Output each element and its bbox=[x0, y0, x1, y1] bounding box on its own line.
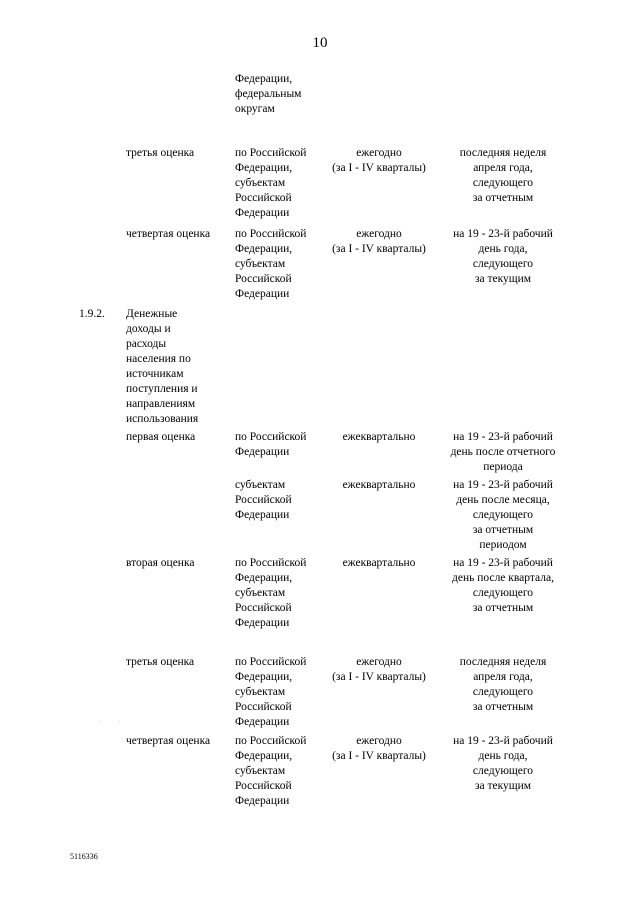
text-line: на 19 - 23-й рабочий bbox=[453, 557, 553, 569]
text-line: Федерации bbox=[235, 288, 290, 300]
deadline-cell bbox=[440, 227, 566, 287]
text-line: за отчетным bbox=[472, 602, 534, 614]
periodicity-cell bbox=[326, 556, 432, 571]
text-line: Федерации bbox=[235, 509, 290, 521]
text-line: по Российской bbox=[235, 228, 307, 240]
text-line: за отчетным bbox=[472, 701, 534, 713]
text-line: следующего bbox=[472, 765, 534, 777]
section-title bbox=[126, 307, 226, 427]
text-line: следующего bbox=[472, 587, 534, 599]
document-id: 5116336 bbox=[70, 852, 98, 861]
text-line: апреля года, bbox=[473, 671, 533, 683]
text-line: Российской bbox=[235, 494, 292, 506]
text-line: Федерации, bbox=[235, 671, 293, 683]
level-cell bbox=[235, 227, 325, 302]
text-line: Федерации, bbox=[235, 750, 293, 762]
periodicity-cell bbox=[326, 146, 432, 176]
text-line: поступления и bbox=[126, 383, 198, 395]
deadline-cell bbox=[440, 478, 566, 553]
deadline-cell bbox=[440, 655, 566, 715]
text-line: субъектам bbox=[235, 587, 286, 599]
text-line: субъектам bbox=[235, 479, 286, 491]
text-line: использования bbox=[126, 413, 199, 425]
text-line: ежегодно bbox=[356, 147, 402, 159]
text-line: федеральным bbox=[235, 88, 302, 100]
periodicity-cell bbox=[326, 478, 432, 493]
text-line: Российской bbox=[235, 192, 292, 204]
text-line: Федерации bbox=[235, 617, 290, 629]
text-line: апреля года, bbox=[473, 162, 533, 174]
text-line: ежеквартально bbox=[342, 431, 416, 443]
text-line: Российской bbox=[235, 701, 292, 713]
text-line: на 19 - 23-й рабочий bbox=[453, 479, 553, 491]
text-line: округам bbox=[235, 103, 275, 115]
text-line: день после квартала, bbox=[452, 572, 554, 584]
text-line: день года, bbox=[478, 243, 528, 255]
text-line: направлениям bbox=[126, 398, 196, 410]
periodicity-cell bbox=[326, 430, 432, 445]
assessment-label: первая оценка bbox=[126, 431, 196, 443]
deadline-cell bbox=[440, 146, 566, 206]
text-line: следующего bbox=[472, 177, 534, 189]
text-line: Федерации bbox=[235, 795, 290, 807]
text-line: (за I - IV кварталы) bbox=[332, 162, 426, 174]
text-line: следующего bbox=[472, 686, 534, 698]
assessment-label: третья оценка bbox=[126, 656, 195, 668]
text-line: Федерации, bbox=[235, 162, 293, 174]
text-line: Федерации bbox=[235, 716, 290, 728]
text-line: по Российской bbox=[235, 735, 307, 747]
text-line: по Российской bbox=[235, 557, 307, 569]
scan-dots: . . bbox=[100, 718, 129, 724]
text-line: субъектам bbox=[235, 258, 286, 270]
text-line: Федерации, bbox=[235, 73, 293, 85]
text-line: Федерации, bbox=[235, 243, 293, 255]
text-line: доходы и bbox=[126, 323, 171, 335]
text-line: субъектам bbox=[235, 765, 286, 777]
text-line: (за I - IV кварталы) bbox=[332, 243, 426, 255]
assessment-label: вторая оценка bbox=[126, 557, 195, 569]
text-line: периода bbox=[483, 461, 523, 473]
text-line: Федерации bbox=[235, 446, 290, 458]
periodicity-cell bbox=[326, 734, 432, 764]
assessment-label: третья оценка bbox=[126, 147, 195, 159]
text-line: последняя неделя bbox=[459, 656, 547, 668]
text-line: источникам bbox=[126, 368, 184, 380]
periodicity-cell bbox=[326, 227, 432, 257]
text-line: Денежные bbox=[126, 308, 178, 320]
text-line: день года, bbox=[478, 750, 528, 762]
text-line: день после отчетного bbox=[450, 446, 556, 458]
text-line: Российской bbox=[235, 273, 292, 285]
text-line: Российской bbox=[235, 602, 292, 614]
deadline-cell bbox=[440, 734, 566, 794]
text-line: на 19 - 23-й рабочий bbox=[453, 228, 553, 240]
text-line: на 19 - 23-й рабочий bbox=[453, 431, 553, 443]
text-line: субъектам bbox=[235, 686, 286, 698]
text-line: день после месяца, bbox=[456, 494, 550, 506]
level-cell bbox=[235, 430, 325, 460]
text-line: Федерации, bbox=[235, 572, 293, 584]
text-line: ежеквартально bbox=[342, 557, 416, 569]
text-line: за отчетным bbox=[472, 524, 534, 536]
text-line: по Российской bbox=[235, 431, 307, 443]
text-line: следующего bbox=[472, 509, 534, 521]
assessment-label: четвертая оценка bbox=[126, 228, 211, 240]
assessment-label: четвертая оценка bbox=[126, 735, 211, 747]
text-line: Федерации bbox=[235, 207, 290, 219]
text-line: следующего bbox=[472, 258, 534, 270]
text-line: ежегодно bbox=[356, 735, 402, 747]
text-line: ежеквартально bbox=[342, 479, 416, 491]
level-cell bbox=[235, 478, 325, 523]
text-line: последняя неделя bbox=[459, 147, 547, 159]
periodicity-cell bbox=[326, 655, 432, 685]
text-line: Российской bbox=[235, 780, 292, 792]
page-number: 10 bbox=[312, 35, 328, 51]
text-line: за текущим bbox=[474, 273, 532, 285]
level-cell bbox=[235, 556, 325, 631]
text-line: расходы bbox=[126, 338, 167, 350]
section-number: 1.9.2. bbox=[79, 308, 105, 320]
text-line: по Российской bbox=[235, 147, 307, 159]
text-line: населения по bbox=[126, 353, 191, 365]
level-cell bbox=[235, 734, 325, 809]
text-line: на 19 - 23-й рабочий bbox=[453, 735, 553, 747]
text-line: за текущим bbox=[474, 780, 532, 792]
text-line: субъектам bbox=[235, 177, 286, 189]
text-line: ежегодно bbox=[356, 656, 402, 668]
level-cell bbox=[235, 655, 325, 730]
text-line: периодом bbox=[479, 539, 527, 551]
text-line: за отчетным bbox=[472, 192, 534, 204]
text-line: (за I - IV кварталы) bbox=[332, 750, 426, 762]
deadline-cell bbox=[440, 556, 566, 616]
deadline-cell bbox=[440, 430, 566, 475]
text-line: ежегодно bbox=[356, 228, 402, 240]
level-cell bbox=[235, 146, 325, 221]
text-line: (за I - IV кварталы) bbox=[332, 671, 426, 683]
text-line: по Российской bbox=[235, 656, 307, 668]
top-fragment bbox=[235, 72, 325, 117]
